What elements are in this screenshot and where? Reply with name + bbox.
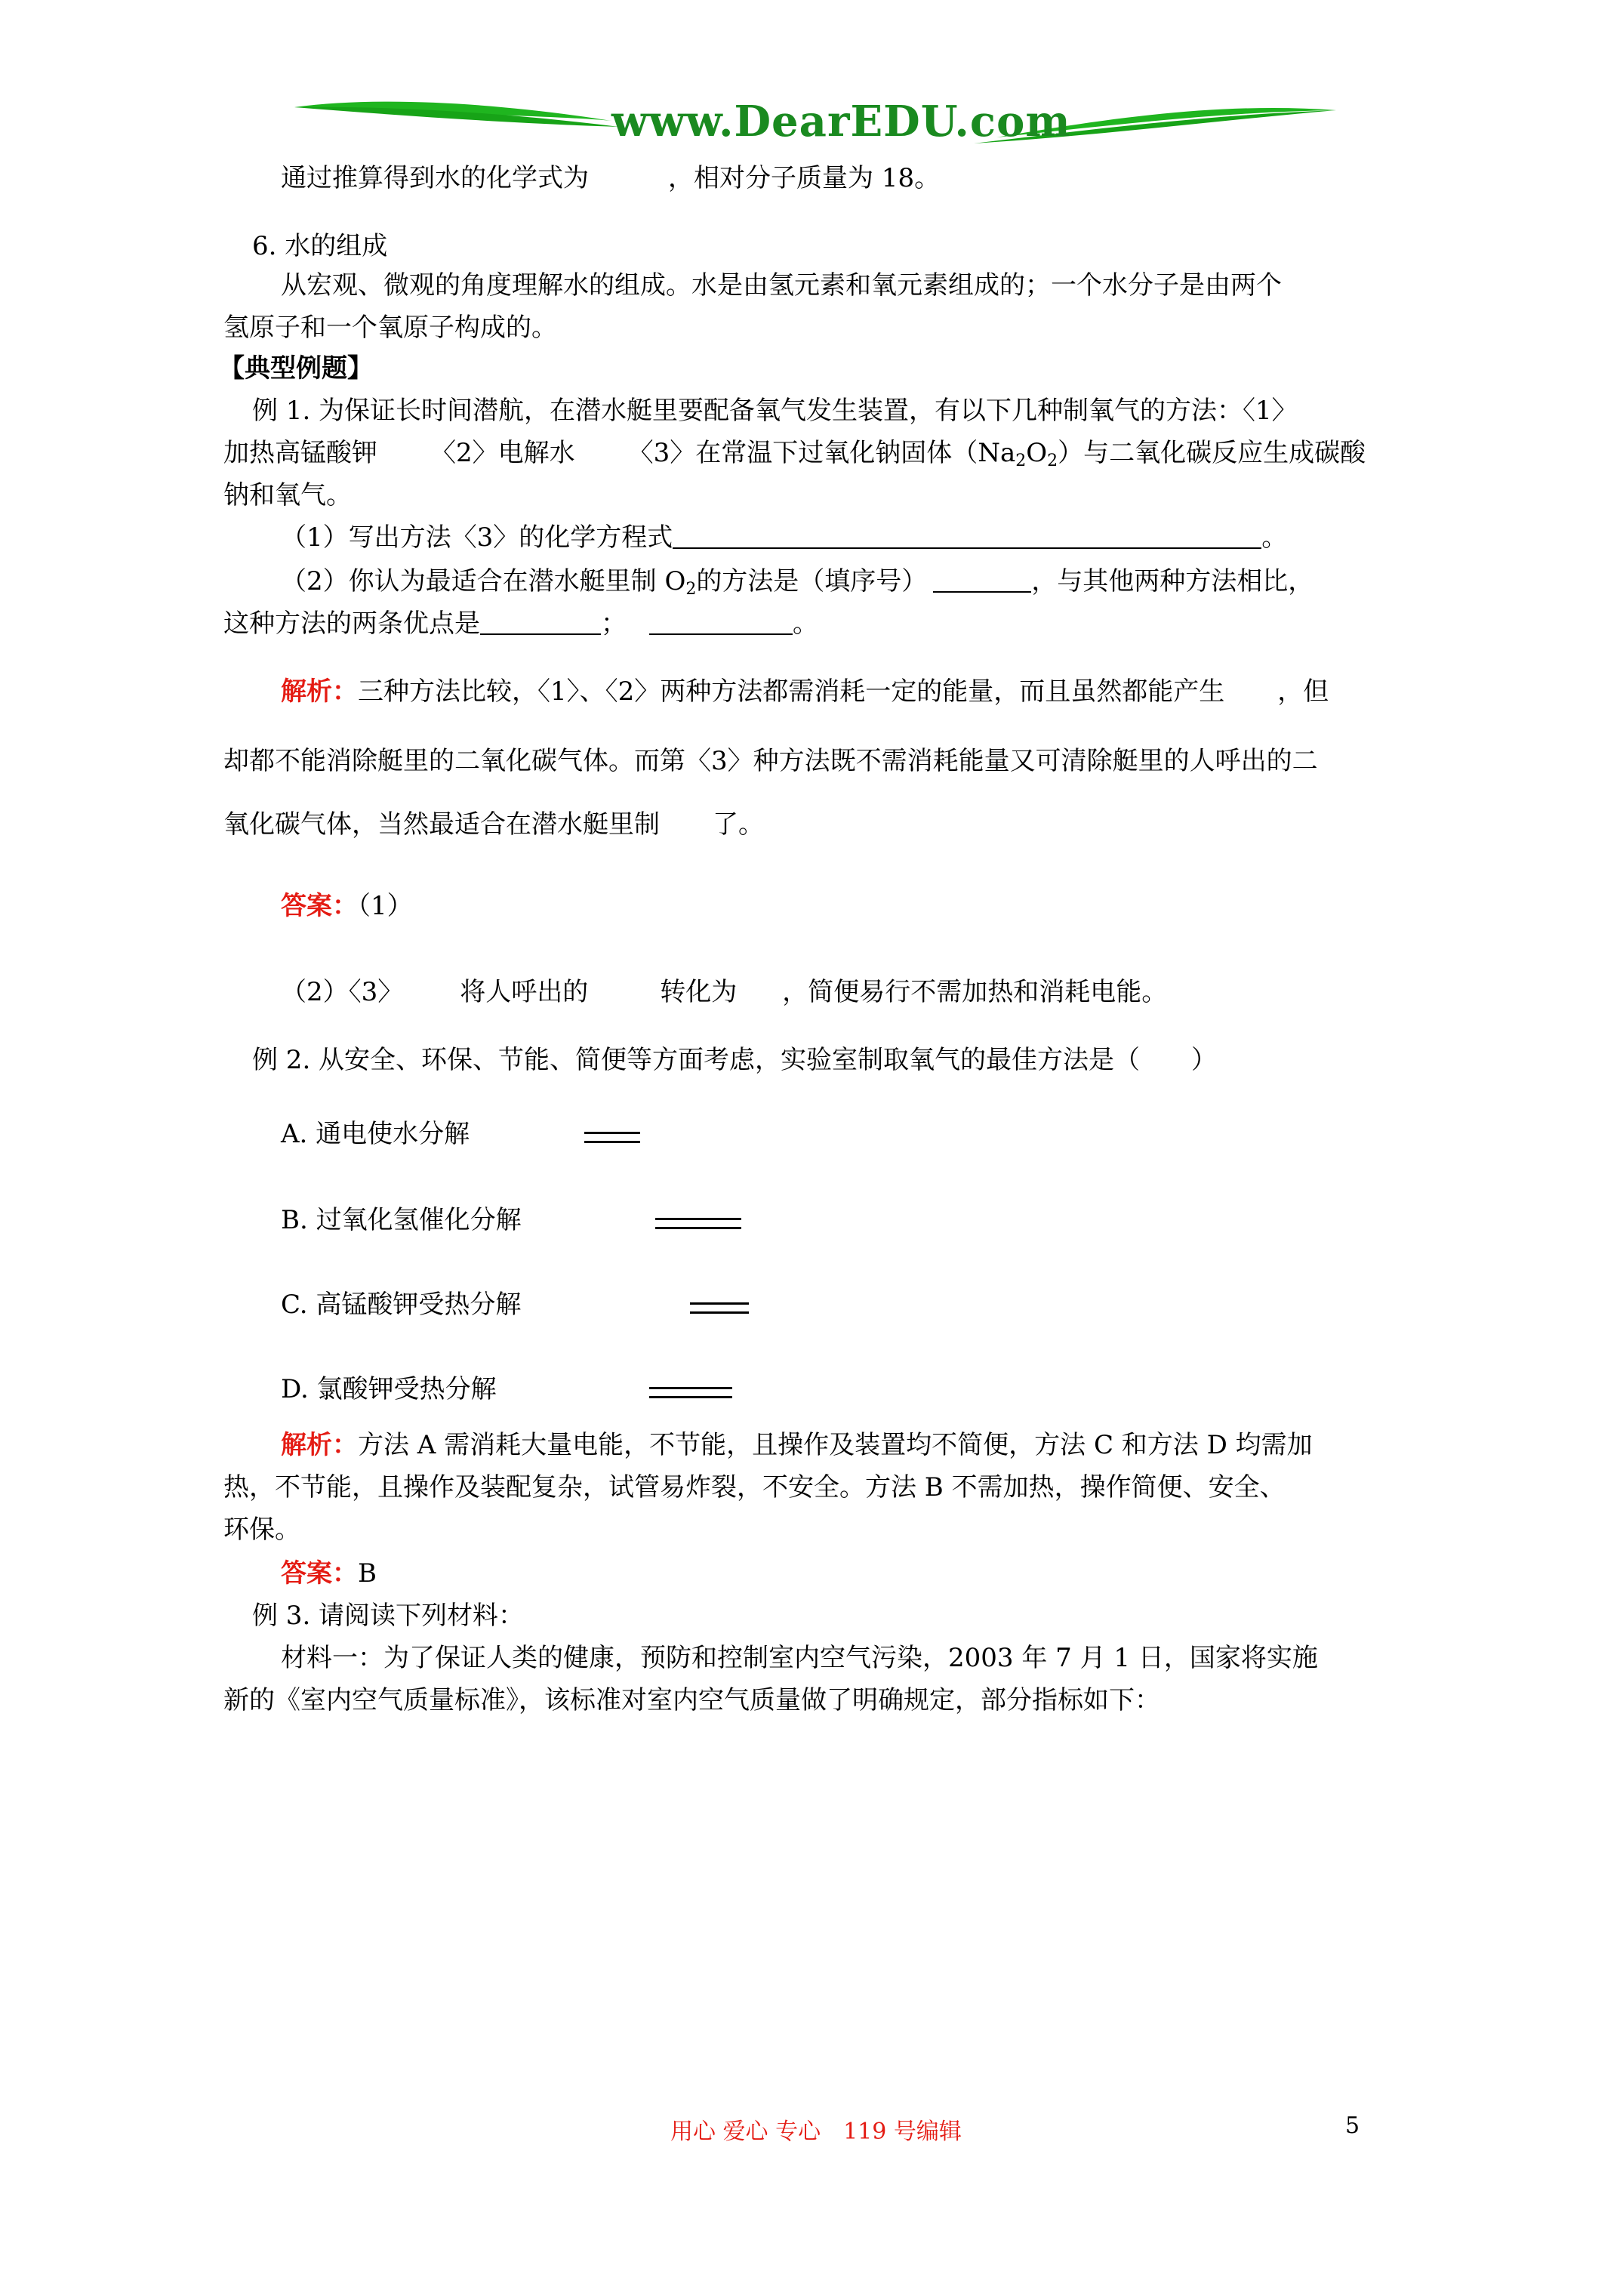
question-1-text: （1）写出方法〈3〉的化学方程式 xyxy=(281,522,673,553)
example-3-question: 例 3. 请阅读下列材料： xyxy=(252,1601,525,1631)
subscript-2: 2 xyxy=(1015,451,1027,470)
relative-mass-text: ，相对分子质量为 18。 xyxy=(668,163,941,193)
analysis-1-line-1 xyxy=(281,676,1329,707)
example-1-line-3: 钠和氧气。 xyxy=(223,480,352,510)
method-3-text-end: ）与二氧化碳反应生成碳酸 xyxy=(1058,438,1366,468)
material-1-line-1: 材料一：为了保证人类的健康，预防和控制室内空气污染，2003 年 7 月 1 日，国家将实施 xyxy=(281,1643,1318,1673)
period: 。 xyxy=(793,609,818,639)
equals-sign-b xyxy=(655,1218,741,1229)
question-2-text-3: ，与其他两种方法相比， xyxy=(1031,566,1314,596)
answer-2-line xyxy=(281,1558,377,1589)
answer-1-part-1: （1） xyxy=(358,891,413,921)
analysis-1-text-3b: 了。 xyxy=(713,809,764,840)
equals-sign-d xyxy=(649,1387,732,1398)
material-1-line-2: 新的《室内空气质量标准》，该标准对室内空气质量做了明确规定，部分指标如下： xyxy=(223,1685,1160,1715)
answer-1-convert: 转化为 xyxy=(660,977,738,1007)
question-2-text: （2）你认为最适合在潜水艇里制 O xyxy=(281,566,686,596)
analysis-label: 解析： xyxy=(281,676,358,707)
answer-1-line-1 xyxy=(281,891,413,921)
advantage-1-blank[interactable] xyxy=(480,611,601,635)
analysis-2-line-3: 环保。 xyxy=(223,1515,300,1545)
subscript-2: 2 xyxy=(685,580,697,599)
footer-text: 用心 爱心 专心 119 号编辑 xyxy=(670,2119,962,2145)
answer-1-line-2 xyxy=(281,977,1167,1007)
section-6-paragraph-line-1: 从宏观、微观的角度理解水的组成。水是由氢元素和氧元素组成的；一个水分子是由两个 xyxy=(281,270,1282,300)
advantage-2-blank[interactable] xyxy=(649,611,793,635)
analysis-label: 解析： xyxy=(281,1430,358,1460)
semicolon: ； xyxy=(601,609,627,639)
analysis-1-text-3: 氧化碳气体，当然最适合在潜水艇里制 xyxy=(223,809,660,840)
question-2-line-1 xyxy=(281,566,1313,605)
question-1-line xyxy=(281,522,1287,553)
subscript-2: 2 xyxy=(1047,451,1058,470)
analysis-2-line-2: 热，不节能，且操作及装配复杂，试管易炸裂，不安全。方法 B 不需加热，操作简便、安全、 xyxy=(223,1472,1286,1502)
method-number-blank[interactable] xyxy=(933,569,1031,593)
example-1-line-2 xyxy=(223,438,1366,476)
water-formula-line xyxy=(281,163,940,193)
section-6-title: 6. 水的组成 xyxy=(252,231,388,261)
answer-1-method: （2）〈3〉 xyxy=(281,977,404,1007)
method-2-text: 〈2〉电解水 xyxy=(430,438,575,468)
option-a: A. 通电使水分解 xyxy=(281,1119,470,1149)
answer-label: 答案： xyxy=(281,1558,358,1589)
analysis-1-line-2: 却都不能消除艇里的二氧化碳气体。而第〈3〉种方法既不需消耗能量又可清除艇里的人呼出的二 xyxy=(223,746,1318,776)
equation-answer-blank[interactable] xyxy=(673,525,1261,549)
answer-2-value: B xyxy=(358,1558,377,1589)
option-b: B. 过氧化氢催化分解 xyxy=(281,1205,522,1235)
question-1-end: 。 xyxy=(1261,522,1288,553)
method-3-text: 〈3〉在常温下过氧化钠固体（Na xyxy=(627,438,1016,468)
typical-examples-heading: 【典型例题】 xyxy=(219,353,373,384)
analysis-1-text-1b: ，但 xyxy=(1277,676,1329,707)
oxygen-symbol: O xyxy=(1026,438,1048,468)
equals-sign-c xyxy=(690,1302,749,1314)
analysis-1-text-1: 三种方法比较，〈1〉、〈2〉两种方法都需消耗一定的能量，而且虽然都能产生 xyxy=(358,676,1225,707)
advantages-text: 这种方法的两条优点是 xyxy=(223,609,480,639)
question-2-line-2 xyxy=(223,609,818,639)
analysis-2-line-1 xyxy=(281,1430,1313,1460)
method-1-text: 加热高锰酸钾 xyxy=(223,438,377,468)
answer-1-reason: ，简便易行不需加热和消耗电能。 xyxy=(782,977,1168,1007)
equals-sign-a xyxy=(584,1132,640,1143)
page-number: 5 xyxy=(1345,2113,1360,2139)
option-c: C. 高锰酸钾受热分解 xyxy=(281,1290,522,1320)
water-formula-text: 通过推算得到水的化学式为 xyxy=(281,163,589,193)
answer-1-exhaled: 将人呼出的 xyxy=(460,977,589,1007)
question-2-text-2: 的方法是（填序号） xyxy=(696,566,928,596)
option-d: D. 氯酸钾受热分解 xyxy=(281,1374,497,1404)
example-1-line-1: 例 1. 为保证长时间潜航，在潜水艇里要配备氧气发生装置，有以下几种制氧气的方法：〈1〉 xyxy=(252,396,1298,426)
example-2-question: 例 2. 从安全、环保、节能、简便等方面考虑，实验室制取氧气的最佳方法是（ ） xyxy=(252,1045,1218,1075)
answer-label: 答案： xyxy=(281,891,358,921)
analysis-1-line-3 xyxy=(223,809,764,840)
analysis-2-text-1: 方法 A 需消耗大量电能，不节能，且操作及装置均不简便，方法 C 和方法 D 均需加 xyxy=(358,1430,1313,1460)
section-6-paragraph-line-2: 氢原子和一个氧原子构成的。 xyxy=(223,313,557,343)
site-logo-text[interactable]: www.DearEDU.com xyxy=(611,97,1071,146)
